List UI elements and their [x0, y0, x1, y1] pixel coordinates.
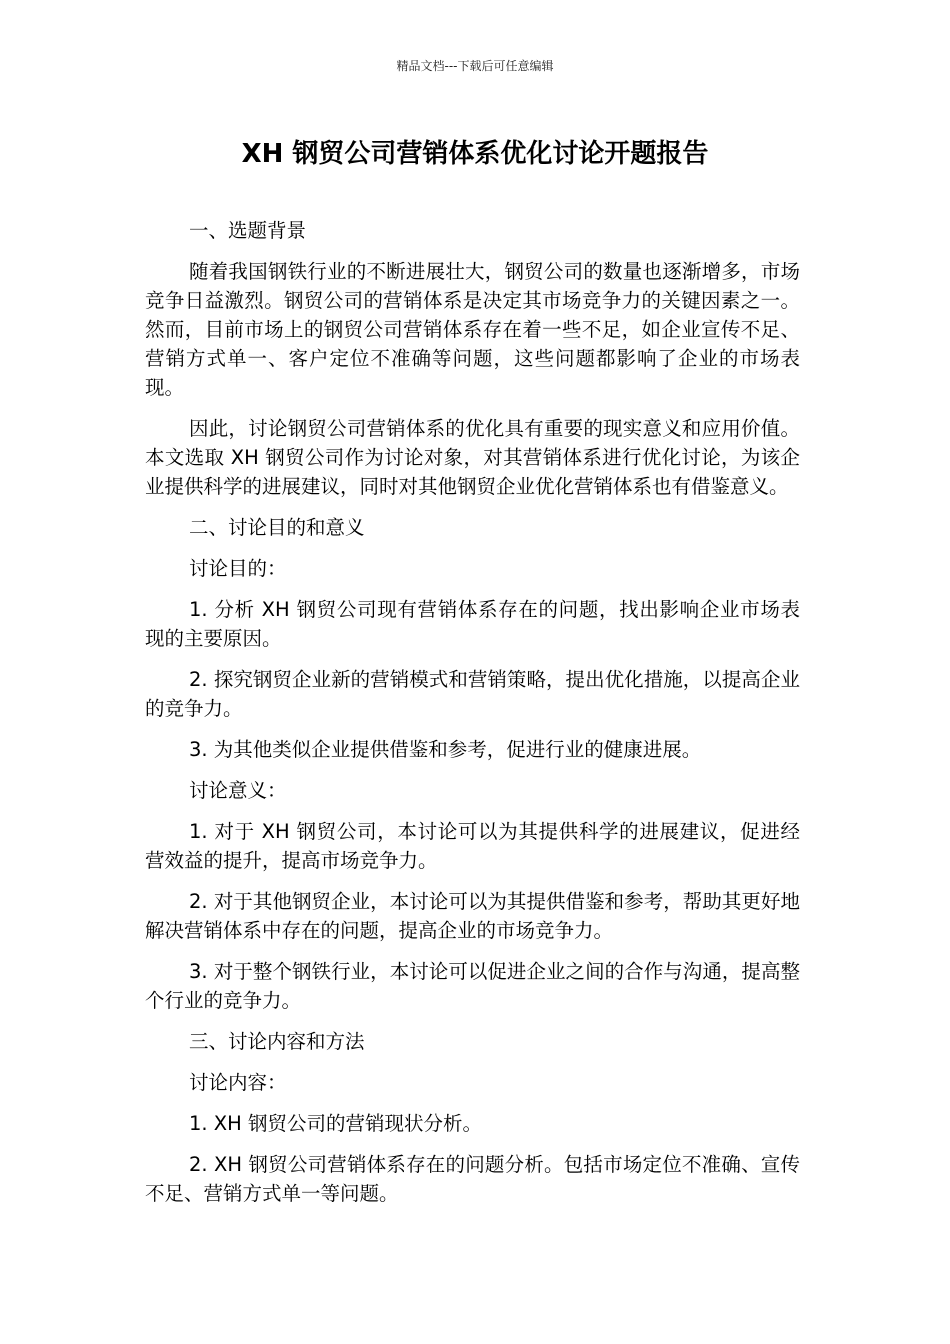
document-body — [145, 216, 800, 1220]
list-item: 2. 对于其他钢贸企业，本讨论可以为其提供借鉴和参考，帮助其更好地解决营销体系中存在的问题，提高企业的市场竞争力。 — [145, 890, 800, 942]
paragraph-significance: 因此，讨论钢贸公司营销体系的优化具有重要的现实意义和应用价值。本文选取 XH 钢贸公司作为讨论对象，对其营销体系进行优化讨论，为该企业提供科学的进展建议，同时对其他钢贸企业优化营销体系也有借鉴意义。 — [145, 417, 800, 498]
paragraph-background: 随着我国钢铁行业的不断进展壮大，钢贸公司的数量也逐渐增多，市场竞争日益激烈。钢贸公司的营销体系是决定其市场竞争力的关键因素之一。然而，目前市场上的钢贸公司营销体系存在着一些不足，如企业宣传不足、营销方式单一、客户定位不准确等问题，这些问题都影响了企业的市场表现。 — [145, 260, 800, 399]
document-title: XH 钢贸公司营销体系优化讨论开题报告 — [241, 139, 709, 169]
list-item: 3. 为其他类似企业提供借鉴和参考，促进行业的健康进展。 — [189, 738, 702, 761]
subheading-purpose: 讨论目的： — [189, 557, 287, 580]
subheading-content: 讨论内容： — [189, 1071, 287, 1094]
section-heading-content-method: 三、讨论内容和方法 — [189, 1030, 365, 1053]
list-item: 2. 探究钢贸企业新的营销模式和营销策略，提出优化措施，以提高企业的竞争力。 — [145, 668, 800, 720]
header-note: 精品文档---下载后可任意编辑 — [396, 59, 554, 73]
subheading-meaning: 讨论意义： — [189, 779, 287, 802]
section-heading-background: 一、选题背景 — [189, 219, 307, 242]
list-item: 2. XH 钢贸公司营销体系存在的问题分析。包括市场定位不准确、宣传不足、营销方式单一等问题。 — [145, 1153, 800, 1205]
list-item: 1. 分析 XH 钢贸公司现有营销体系存在的问题，找出影响企业市场表现的主要原因。 — [145, 598, 800, 650]
list-item: 1. 对于 XH 钢贸公司，本讨论可以为其提供科学的进展建议，促进经营效益的提升，提高市场竞争力。 — [145, 820, 800, 872]
list-item: 3. 对于整个钢铁行业，本讨论可以促进企业之间的合作与沟通，提高整个行业的竞争力。 — [145, 960, 800, 1012]
section-heading-purpose: 二、讨论目的和意义 — [189, 516, 365, 539]
list-item: 1. XH 钢贸公司的营销现状分析。 — [189, 1112, 483, 1135]
